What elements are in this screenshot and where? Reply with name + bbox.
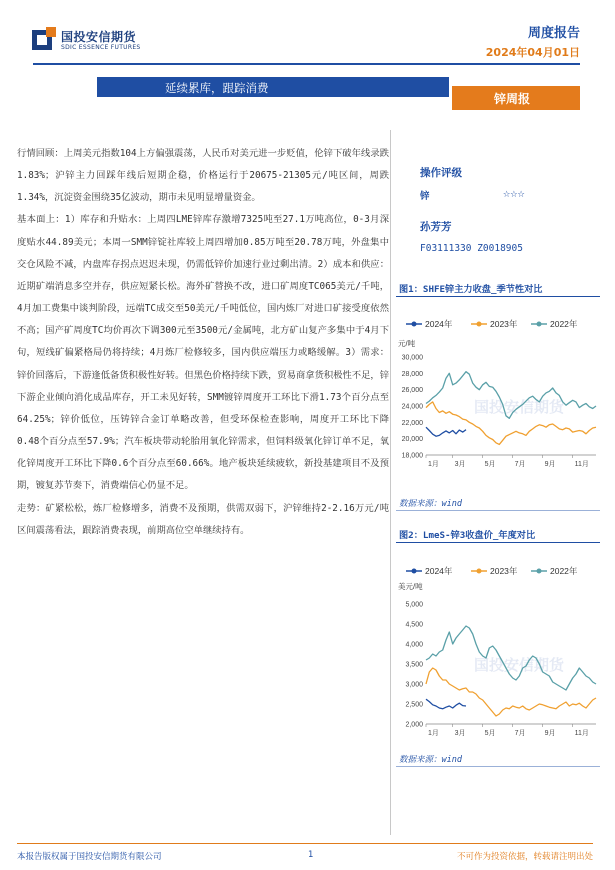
- x-tick-label: 11月: [574, 461, 589, 468]
- figure1-title: 图1：SHFE锌主力收盘_季节性对比: [399, 284, 543, 295]
- category-band: [452, 86, 580, 110]
- watermark: 国投安信期货: [473, 657, 565, 674]
- figure1-bottom-rule: [396, 510, 600, 511]
- y-tick-label: 22,000: [401, 419, 423, 427]
- y-tick-label: 5,000: [405, 601, 423, 609]
- footer-copyright: 本报告版权属于国投安信期货有限公司: [17, 852, 162, 862]
- figure2-chart: [396, 551, 602, 745]
- series-line-2024年: [426, 699, 466, 709]
- y-tick-label: 4,000: [405, 641, 423, 649]
- legend-marker: [412, 322, 417, 327]
- watermark: 国投安信期货: [473, 399, 565, 416]
- y-tick-label: 2,000: [405, 721, 423, 729]
- x-tick-label: 11月: [574, 730, 589, 737]
- x-tick-label: 1月: [428, 730, 439, 737]
- legend-marker: [477, 569, 482, 574]
- figure1-rule: [396, 296, 600, 297]
- page-number: 1: [308, 850, 314, 860]
- axis-unit-label: 美元/吨: [398, 582, 423, 591]
- y-tick-label: 28,000: [401, 370, 423, 378]
- report-type: 周度报告: [527, 26, 580, 41]
- axis-unit-label: 元/吨: [398, 339, 416, 348]
- y-tick-label: 30,000: [401, 354, 423, 362]
- figure2-rule: [396, 542, 600, 543]
- x-tick-label: 7月: [514, 730, 526, 737]
- body-text: [17, 143, 389, 542]
- legend-marker: [537, 569, 542, 574]
- legend-label: 2022年: [550, 566, 578, 576]
- report-date: 2024年04月01日: [485, 46, 580, 59]
- paragraph-fundamentals: 基本面上：1）库存和升贴水：上周四LME锌库存激增7325吨至27.1万吨高位，0-3月深度贴水44.89美元；本周一SMM锌锭社库较上周四增加0.85万吨至20.78万吨，外盘集中交仓风险不减，内盘库存拐点迟迟未现，仍需低锌价加速行业过剩出清。2）成本和供应：近期矿端消息多空并存，供应短紧长松。海外矿替换不改，进口矿周度TC065美元/千吨，4月加工费集中谈判阶段，远端TC成交至50美元/千吨低位，国内炼厂对进口矿接受度依然不高；国产矿周度TC均价再次下调300元至3500元/金属吨，北方矿山复产多集中于4月下旬，短线矿偏紧格局仍将持续；4月炼厂检修较多，国内供应端压力或略缓解。3）需求：锌价回落后，下游逢低备货积极性好转。但黑色价格持续下跌，贸易商拿货积极性不足，锌下游企业倾向消化成品库存，开工未见好转，SMM镀锌周度开工环比下滑1.73个百分点至64.25%；锌价低位，压铸锌合金订单略改善，但受环保检查影响，周度开工环比下降0.48个百分点至57.9%；汽车板块带动轮胎用氧化锌需求，但饲料级氧化锌订单不足，氧化锌周度开工环比下降0.6个百分点至60.66%。地产板块延续疲软，新投基建项目不及预期，镀复苏节奏下，消费端信心仍显不足。: [17, 214, 389, 492]
- footer-disclaimer: 不可作为投资依据，转载请注明出处: [456, 852, 593, 862]
- y-tick-label: 18,000: [401, 452, 423, 460]
- legend-marker: [412, 569, 417, 574]
- y-tick-label: 4,500: [405, 621, 423, 629]
- column-divider: [390, 130, 391, 835]
- x-tick-label: 5月: [484, 461, 496, 468]
- y-tick-label: 20,000: [401, 436, 423, 444]
- report-title: 延续累库，跟踪消费: [165, 81, 269, 95]
- legend-marker: [477, 322, 482, 327]
- analyst-name: 孙芳芳: [420, 221, 452, 233]
- y-tick-label: 3,500: [405, 661, 423, 669]
- figure2-title: 图2：LmeS-锌3收盘价_年度对比: [399, 530, 536, 541]
- x-tick-label: 7月: [514, 461, 526, 468]
- rating-label: 操作评级: [420, 167, 462, 179]
- logo-name-en: SDIC ESSENCE FUTURES: [61, 44, 141, 51]
- logo-name-cn: 国投安信期货: [61, 30, 137, 44]
- analyst-ids: F03111330 Z0018905: [420, 243, 523, 254]
- x-tick-label: 5月: [484, 730, 496, 737]
- rating-item: 锌: [420, 191, 430, 202]
- x-tick-label: 9月: [544, 461, 556, 468]
- footer-divider: [17, 843, 593, 844]
- y-tick-label: 3,000: [405, 681, 423, 689]
- legend-marker: [537, 322, 542, 327]
- legend-label: 2022年: [550, 319, 578, 329]
- y-tick-label: 2,500: [405, 701, 423, 709]
- paragraph-outlook: 走势：矿紧松松，炼厂检修增多，消费不及预期，供需双弱下，沪锌维持2-2.16万元/吨区间震荡看法，跟踪消费表现，前期高位空单继续持有。: [17, 502, 389, 536]
- y-tick-label: 24,000: [401, 403, 423, 411]
- series-line-2024年: [426, 427, 466, 436]
- paragraph-market-review: 行情回顾：上周美元指数104上方偏强震荡，人民币对美元进一步贬值，伦锌下破年线录跌1.83%；沪锌主力回踩年线后短期企稳，价格运行于20675-21305元/吨区间，周跌1.34%，沉淀资金围绕35亿波动，期市未见明显增量资金。: [17, 148, 389, 204]
- legend-label: 2023年: [490, 319, 518, 329]
- figure2-source: 数据来源：wind: [399, 755, 462, 765]
- figure1-source: 数据来源：wind: [399, 499, 462, 509]
- report-category: 锌周报: [494, 92, 531, 106]
- header-divider: [33, 63, 580, 65]
- x-tick-label: 3月: [454, 730, 466, 737]
- legend-label: 2024年: [425, 566, 453, 576]
- logo-icon: [32, 27, 56, 51]
- rating-stars: ☆☆☆: [503, 186, 525, 200]
- legend-label: 2023年: [490, 566, 518, 576]
- x-tick-label: 1月: [428, 461, 439, 468]
- x-tick-label: 3月: [454, 461, 466, 468]
- title-band: [97, 77, 449, 97]
- y-tick-label: 26,000: [401, 387, 423, 395]
- legend-label: 2024年: [425, 319, 453, 329]
- figure2-bottom-rule: [396, 766, 600, 767]
- figure1-chart: [396, 303, 602, 485]
- x-tick-label: 9月: [544, 730, 556, 737]
